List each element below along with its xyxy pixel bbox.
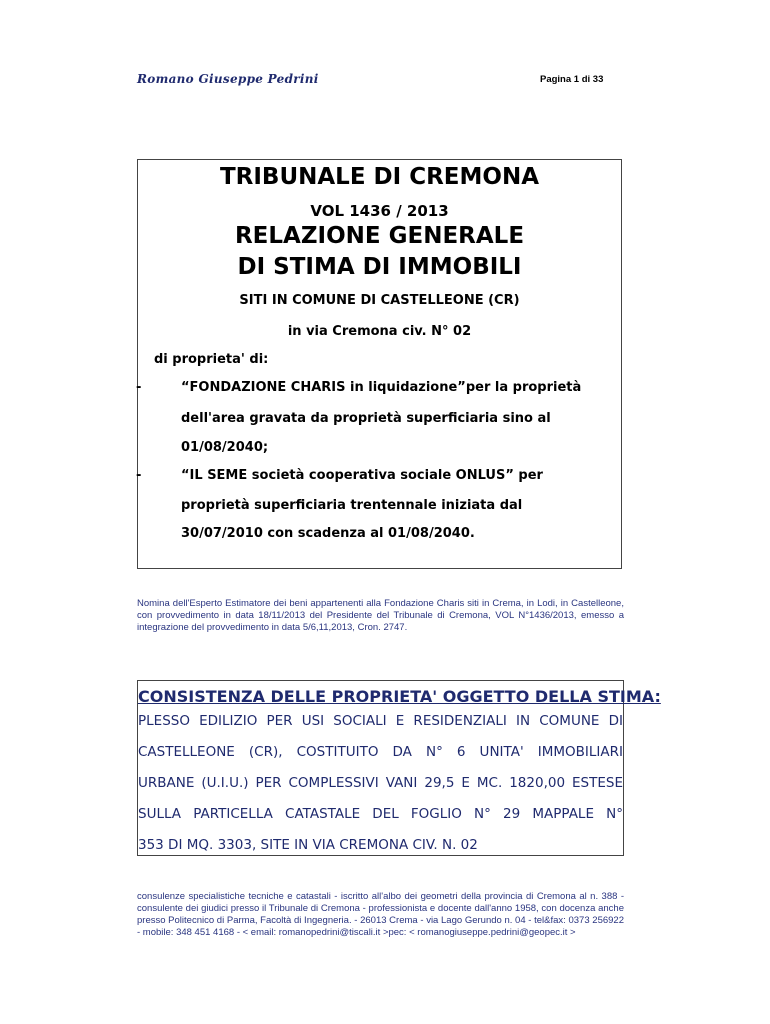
owner2-line1: “IL SEME società cooperativa sociale ONLUS” per bbox=[181, 468, 543, 483]
court-title: TRIBUNALE DI CREMONA bbox=[219, 164, 540, 190]
volume-number: VOL 1436 / 2013 bbox=[310, 202, 449, 220]
title-box bbox=[137, 159, 622, 569]
owner2-bullet: - bbox=[136, 468, 142, 483]
appointment-paragraph: Nomina dell'Esperto Estimatore dei beni appartenenti alla Fondazione Charis siti in Crema, in Lodi, in Castelleone, con provvedimento in data 18/11/2013 del Presidente del Tribunale di Cremona, VOL N°1436/2013, emesso a integrazione del provvedimento in data 5/6,11,2013, Cron. 2747. bbox=[137, 598, 624, 633]
consistency-line: URBANE (U.I.U.) PER COMPLESSIVI VANI 29,5 E MC. 1820,00 ESTESE bbox=[138, 775, 623, 791]
property-address: in via Cremona civ. N° 02 bbox=[287, 324, 472, 339]
owners-intro: di proprieta' di: bbox=[154, 352, 269, 367]
property-location: SITI IN COMUNE DI CASTELLEONE (CR) bbox=[239, 293, 520, 308]
owner1-line3: 01/08/2040; bbox=[181, 440, 269, 455]
report-title-line1: RELAZIONE GENERALE bbox=[234, 223, 525, 249]
owner1-bullet: - bbox=[136, 380, 142, 395]
owner2-line3: 30/07/2010 con scadenza al 01/08/2040. bbox=[181, 526, 475, 541]
consistency-line: PLESSO EDILIZIO PER USI SOCIALI E RESIDENZIALI IN COMUNE DI bbox=[138, 713, 623, 729]
consistency-title: CONSISTENZA DELLE PROPRIETA' OGGETTO DELLA STIMA: bbox=[138, 687, 661, 706]
consistency-line: SULLA PARTICELLA CATASTALE DEL FOGLIO N° 29 MAPPALE N° bbox=[138, 806, 623, 822]
owner1-line1: “FONDAZIONE CHARIS in liquidazione”per la proprietà bbox=[181, 380, 582, 395]
owner1-line2: dell'area gravata da proprietà superficiaria sino al bbox=[181, 411, 551, 426]
consistency-line: CASTELLEONE (CR), COSTITUITO DA N° 6 UNITA' IMMOBILIARI bbox=[138, 744, 623, 760]
author-name: Romano Giuseppe Pedrini bbox=[137, 72, 319, 86]
consistency-box bbox=[137, 680, 661, 856]
report-title-line2: DI STIMA DI IMMOBILI bbox=[237, 254, 522, 280]
consistency-line: 353 DI MQ. 3303, SITE IN VIA CREMONA CIV. N. 02 bbox=[138, 837, 478, 853]
owner2-line2: proprietà superficiaria trentennale iniziata dal bbox=[181, 498, 523, 513]
page-number: Pagina 1 di 33 bbox=[540, 74, 604, 85]
footer-credentials: consulenze specialistiche tecniche e catastali - iscritto all'albo dei geometri della provincia di Cremona al n. 388 - consulente dei giudici presso il Tribunale di Cremona - professionista e docente dall'anno 1958, con docenza anche presso Politecnico di Parma, Facoltà di Ingegneria. - 26013 Crema - via Lago Gerundo n. 04 - tel&fax: 0373 256922 - mobile: 348 451 4168 - < email: romanopedrini@tiscali.it >pec: < romanogiuseppe.pedrini@geopec.it > bbox=[137, 891, 624, 938]
